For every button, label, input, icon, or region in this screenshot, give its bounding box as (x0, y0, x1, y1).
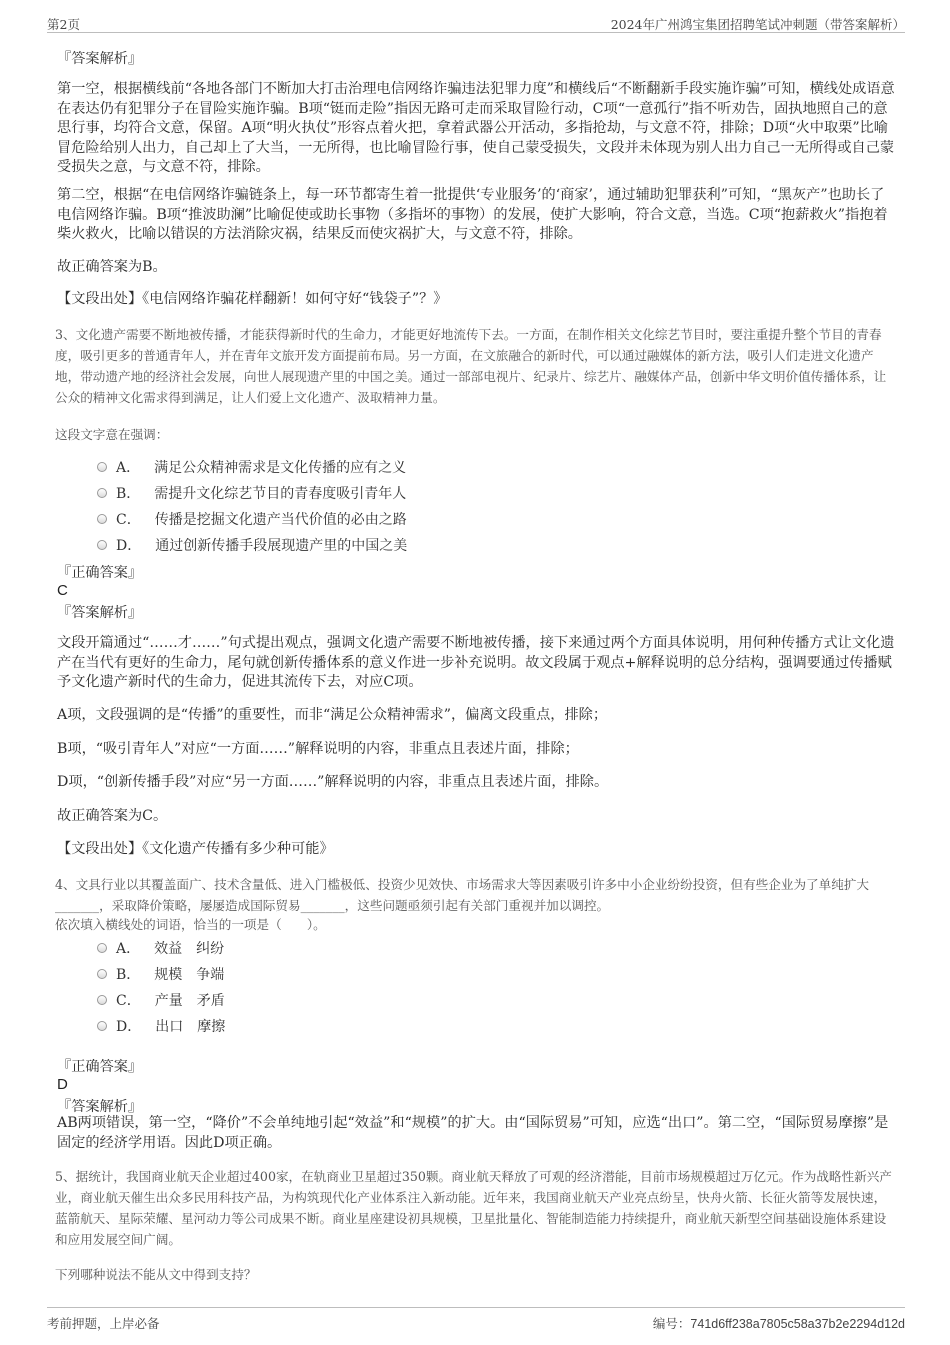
correct-answer: C (57, 582, 68, 599)
question-4-prompt: 依次填入横线处的词语，恰当的一项是（ ）。 (55, 917, 326, 932)
radio-button[interactable] (97, 1021, 107, 1031)
analysis-paragraph: A项，文段强调的是“传播”的重要性，而非“满足公众精神需求”，偏离文段重点，排除； (57, 707, 608, 723)
analysis-label: 『答案解析』 (57, 51, 143, 67)
radio-button[interactable] (97, 969, 107, 979)
option-d[interactable]: D． 通过创新传播手段展现遗产里的中国之美 (97, 535, 407, 555)
analysis-paragraph: B项，“吸引青年人”对应“一方面……”解释说明的内容，非重点且表述片面，排除； (57, 741, 579, 757)
option-a[interactable]: A． 满足公众精神需求是文化传播的应有之义 (97, 457, 406, 477)
option-c[interactable]: C． 传播是挖掘文化遗产当代价值的必由之路 (97, 509, 407, 529)
analysis-paragraph: D项，“创新传播手段”对应“另一方面……”解释说明的内容，非重点且表述片面，排除。 (57, 774, 609, 790)
option-c[interactable]: C． 产量 矛盾 (97, 990, 225, 1010)
document-title: 2024年广州鸿宝集团招聘笔试冲刺题（带答案解析） (610, 17, 905, 32)
document-code: 编号：741d6ff238a7805c58a37b2e2294d12d (652, 1316, 905, 1331)
page-footer (47, 1307, 905, 1332)
option-d[interactable]: D． 出口 摩擦 (97, 1016, 225, 1036)
radio-button[interactable] (97, 462, 107, 472)
option-a[interactable]: A． 效益 纠纷 (97, 938, 224, 958)
source-citation: 【文段出处】《电信网络诈骗花样翻新！如何守好“钱袋子”？》 (57, 291, 448, 307)
option-b[interactable]: B． 规模 争端 (97, 964, 224, 984)
option-b[interactable]: B． 需提升文化综艺节目的青春度吸引青年人 (97, 483, 406, 503)
question-3-text: 3、文化遗产需要不断地被传播，才能获得新时代的生命力，才能更好地流传下去。一方面，在制作相关文化综艺节目时，要注重提升整个节目的青春度，吸引更多的普通青年人，并在青年文旅开发方面提前布局。另一方面，在文旅融合的新时代，可以通过融媒体的新方法，吸引人们走进文化遗产地，带动遗产地的经济社会发展，向世人展现遗产里的中国之美。通过一部部电视片、纪录片、综艺片、融媒体产品，创新中华文明价值传播体系，让公众的精神文化需求得到满足，让人们爱上文化遗产、汲取精神力量。 (55, 327, 887, 405)
analysis-paragraph: AB两项错误，第一空，“降价”不会单纯地引起“效益”和“规模”的扩大。由“国际贸易”可知，应选“出口”。第二空，“国际贸易摩擦”是固定的经济学用语。因此D项正确。 (57, 1115, 889, 1151)
question-5-prompt: 下列哪种说法不能从文中得到支持？ (55, 1267, 257, 1282)
page-number: 第2页 (47, 17, 80, 32)
analysis-label: 『答案解析』 (57, 605, 143, 621)
footer-slogan: 考前押题，上岸必备 (47, 1316, 160, 1331)
question-5-text: 5、据统计，我国商业航天企业超过400家，在轨商业卫星超过350颗。商业航天释放了可观的经济潜能，目前市场规模超过万亿元。作为战略性新兴产业，商业航天催生出众多民用科技产品，为构筑现代化产业体系注入新动能。近年来，我国商业航天产业亮点纷呈，快舟火箭、长征火箭等发展快速，蓝箭航天、星际荣耀、星河动力等公司成果不断。商业星座建设初具规模，卫星批量化、智能制造能力持续提升，商业航天新型空间基础设施体系建设和应用发展空间广阔。 (55, 1169, 892, 1247)
radio-button[interactable] (97, 995, 107, 1005)
correct-answer-label: 『正确答案』 (57, 565, 143, 581)
correct-answer: D (57, 1076, 68, 1093)
source-citation: 【文段出处】《文化遗产传播有多少种可能》 (57, 841, 334, 857)
radio-button[interactable] (97, 943, 107, 953)
analysis-paragraph: 文段开篇通过“……才……”句式提出观点，强调文化遗产需要不断地被传播，接下来通过两个方面具体说明，用何种传播方式让文化遗产在当代有更好的生命力，尾句就创新传播体系的意义作进一步补充说明。故文段属于观点+解释说明的总分结构，强调要通过传播赋予文化遗产新时代的生命力，促进其流传下去，对应C项。 (57, 635, 895, 690)
correct-answer-label: 『正确答案』 (57, 1059, 143, 1075)
analysis-paragraph: 第二空，根据“在电信网络诈骗链条上，每一环节都寄生着一批提供‘专业服务’的‘商家’，通过辅助犯罪获利”可知，“黑灰产”也助长了电信网络诈骗。B项“推波助澜”比喻促使或助长事物（多指坏的事物）的发展，使扩大影响，符合文意，当选。C项“抱薪救火”指抱着柴火救火，比喻以错误的方法消除灾祸，结果反而使灾祸扩大，与文意不符，排除。 (57, 187, 888, 242)
radio-button[interactable] (97, 540, 107, 550)
radio-button[interactable] (97, 488, 107, 498)
question-4-text: 4、文具行业以其覆盖面广、技术含量低、进入门槛极低、投资少见效快、市场需求大等因素吸引许多中小企业纷纷投资，但有些企业为了单纯扩大_______，采取降价策略，屡屡造成国际贸易_______，这些问题亟须引起有关部门重视并加以调控。 (55, 877, 870, 913)
conclusion: 故正确答案为B。 (57, 259, 167, 275)
analysis-paragraph: 第一空，根据横线前“各地各部门不断加大打击治理电信网络诈骗违法犯罪力度”和横线后“不断翻新手段实施诈骗”可知，横线处成语意在表达仍有犯罪分子在冒险实施诈骗。B项“铤而走险”指因无路可走而采取冒险行动，C项“一意孤行”指不听劝告，固执地照自己的意思行事，均符合文意，保留。A项“明火执仗”形容点着火把，拿着武器公开活动，多指抢劫，与文意不符，排除；D项“火中取栗”比喻冒危险给别人出力，自己却上了大当，一无所得，也比喻冒险行事，使自己蒙受损失，文段并未体现为别人出力自己一无所得或自己蒙受损失之意，与文意不符，排除。 (57, 81, 895, 175)
question-3-prompt: 这段文字意在强调： (55, 427, 169, 442)
conclusion: 故正确答案为C。 (57, 808, 168, 824)
analysis-label: 『答案解析』 (57, 1099, 143, 1115)
page-header (47, 12, 905, 33)
radio-button[interactable] (97, 514, 107, 524)
